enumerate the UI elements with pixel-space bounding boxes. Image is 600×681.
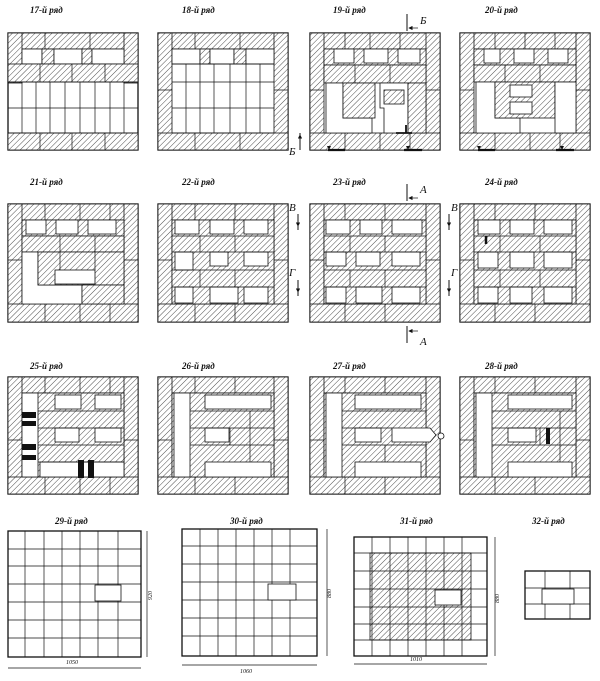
section-b-top-label: Б [420, 15, 427, 27]
row-17-title: 17-й ряд [30, 5, 63, 15]
section-a-top-label: А [420, 184, 427, 196]
row-25-title: 25-й ряд [30, 361, 63, 371]
r30-height-dimension: 880 [327, 589, 333, 598]
row-17-plan [8, 33, 138, 150]
row-31-plan [354, 537, 501, 664]
row-28-title: 28-й ряд [485, 361, 518, 371]
row-23-title: 23-й ряд [333, 177, 366, 187]
section-v-left-label: В [289, 202, 296, 214]
row-24-plan [460, 204, 590, 322]
row-29-plan [8, 531, 154, 668]
row-21-title: 21-й ряд [30, 177, 63, 187]
row-32-title: 32-й ряд [532, 516, 565, 526]
row-27-plan [310, 377, 444, 494]
row-24-title: 24-й ряд [485, 177, 518, 187]
row-19-title: 19-й ряд [333, 5, 366, 15]
row-20-plan [460, 33, 590, 150]
row-28-plan [460, 377, 590, 494]
r29-height-dimension: 920 [148, 591, 154, 600]
row-20-title: 20-й ряд [485, 5, 518, 15]
r29-width-dimension: 1050 [66, 660, 78, 666]
row-22-plan [158, 204, 288, 322]
row-29-title: 29-й ряд [55, 516, 88, 526]
row-22-title: 22-й ряд [182, 177, 215, 187]
row-18-plan [158, 33, 288, 150]
row-27-title: 27-й ряд [333, 361, 366, 371]
section-b-left-label: Б [289, 146, 296, 158]
row-32-plan [525, 571, 590, 619]
section-v-right-label: В [451, 202, 458, 214]
row-30-plan [182, 529, 333, 675]
row-30-title: 30-й ряд [230, 516, 263, 526]
row-31-title: 31-й ряд [400, 516, 433, 526]
row-23-plan [310, 204, 440, 322]
r31-width-dimension: 1010 [410, 657, 422, 663]
row-26-plan [158, 377, 288, 494]
section-a-bottom-label: А [420, 336, 427, 348]
row-26-title: 26-й ряд [182, 361, 215, 371]
row-19-plan [310, 33, 440, 150]
r30-width-dimension: 1060 [240, 669, 252, 675]
row-21-plan [8, 204, 138, 322]
r31-height-dimension: 880 [495, 594, 501, 603]
row-25-plan [8, 377, 138, 494]
row-18-title: 18-й ряд [182, 5, 215, 15]
section-g-right-label: Г [451, 267, 458, 279]
section-g-left-label: Г [289, 267, 296, 279]
